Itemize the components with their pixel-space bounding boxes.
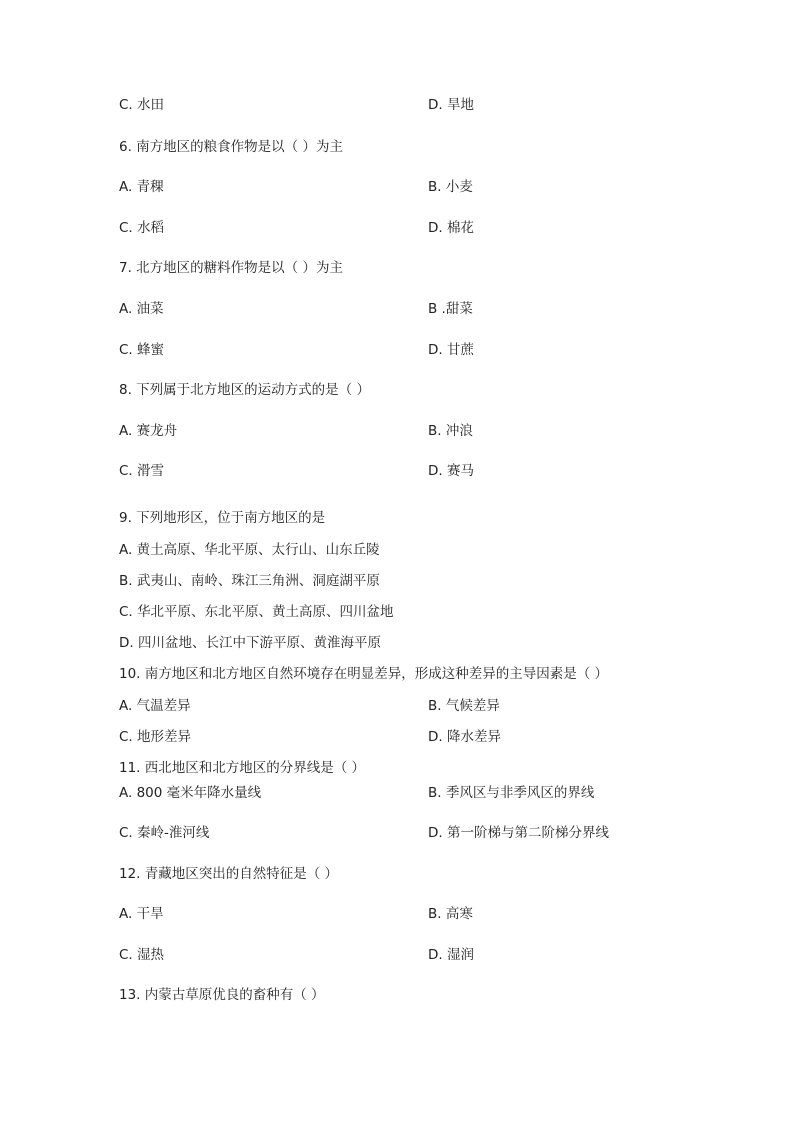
- option-d: D. 降水差异: [428, 729, 501, 745]
- question-stem: 8. 下列属于北方地区的运动方式的是（ ）: [119, 382, 370, 398]
- option-d: D. 湿润: [428, 947, 474, 963]
- option-b: B. 冲浪: [428, 423, 473, 439]
- option-c: C. 地形差异: [119, 729, 192, 745]
- option-a: A. 黄土高原、华北平原、太行山、山东丘陵: [119, 542, 380, 558]
- option-a: A. 干旱: [119, 906, 164, 922]
- question-stem: 9. 下列地形区，位于南方地区的是: [119, 510, 326, 526]
- option-d: D. 甘蔗: [428, 342, 474, 358]
- option-d: D. 四川盆地、长江中下游平原、黄淮海平原: [119, 635, 381, 651]
- question-stem: 12. 青藏地区突出的自然特征是（ ）: [119, 866, 339, 882]
- option-a: A. 青稞: [119, 179, 164, 195]
- option-c: C. 湿热: [119, 947, 165, 963]
- option-a: A. 赛龙舟: [119, 423, 178, 439]
- option-a: A. 800 毫米年降水量线: [119, 785, 262, 801]
- option-b: B. 武夷山、南岭、珠江三角洲、洞庭湖平原: [119, 573, 380, 589]
- option-c: C. 秦岭-淮河线: [119, 825, 210, 841]
- option-d: D. 棉花: [428, 220, 474, 236]
- option-a: A. 气温差异: [119, 698, 191, 714]
- option-c: C. 滑雪: [119, 463, 165, 479]
- question-stem: 11. 西北地区和北方地区的分界线是（ ）: [119, 760, 366, 776]
- option-d: D. 第一阶梯与第二阶梯分界线: [428, 825, 609, 841]
- option-b: B. 季风区与非季风区的界线: [428, 785, 595, 801]
- question-stem: 13. 内蒙古草原优良的畜种有（ ）: [119, 987, 325, 1003]
- option-b: B. 气候差异: [428, 698, 500, 714]
- question-stem: 7. 北方地区的糖料作物是以（ ）为主: [119, 260, 343, 276]
- option-c: C. 华北平原、东北平原、黄土高原、四川盆地: [119, 604, 394, 620]
- option-b: B. 小麦: [428, 179, 473, 195]
- question-stem: 6. 南方地区的粮食作物是以（ ）为主: [119, 139, 343, 155]
- option-b: B .甜菜: [428, 301, 473, 317]
- option-d: D. 赛马: [428, 463, 474, 479]
- option-a: A. 油菜: [119, 301, 164, 317]
- option-c: C. 蜂蜜: [119, 342, 165, 358]
- option-b: B. 高寒: [428, 906, 473, 922]
- option-d: D. 旱地: [428, 97, 474, 113]
- option-c: C. 水稻: [119, 220, 165, 236]
- option-c: C. 水田: [119, 97, 165, 113]
- question-stem: 10. 南方地区和北方地区自然环境存在明显差异，形成这种差异的主导因素是（ ）: [119, 666, 609, 682]
